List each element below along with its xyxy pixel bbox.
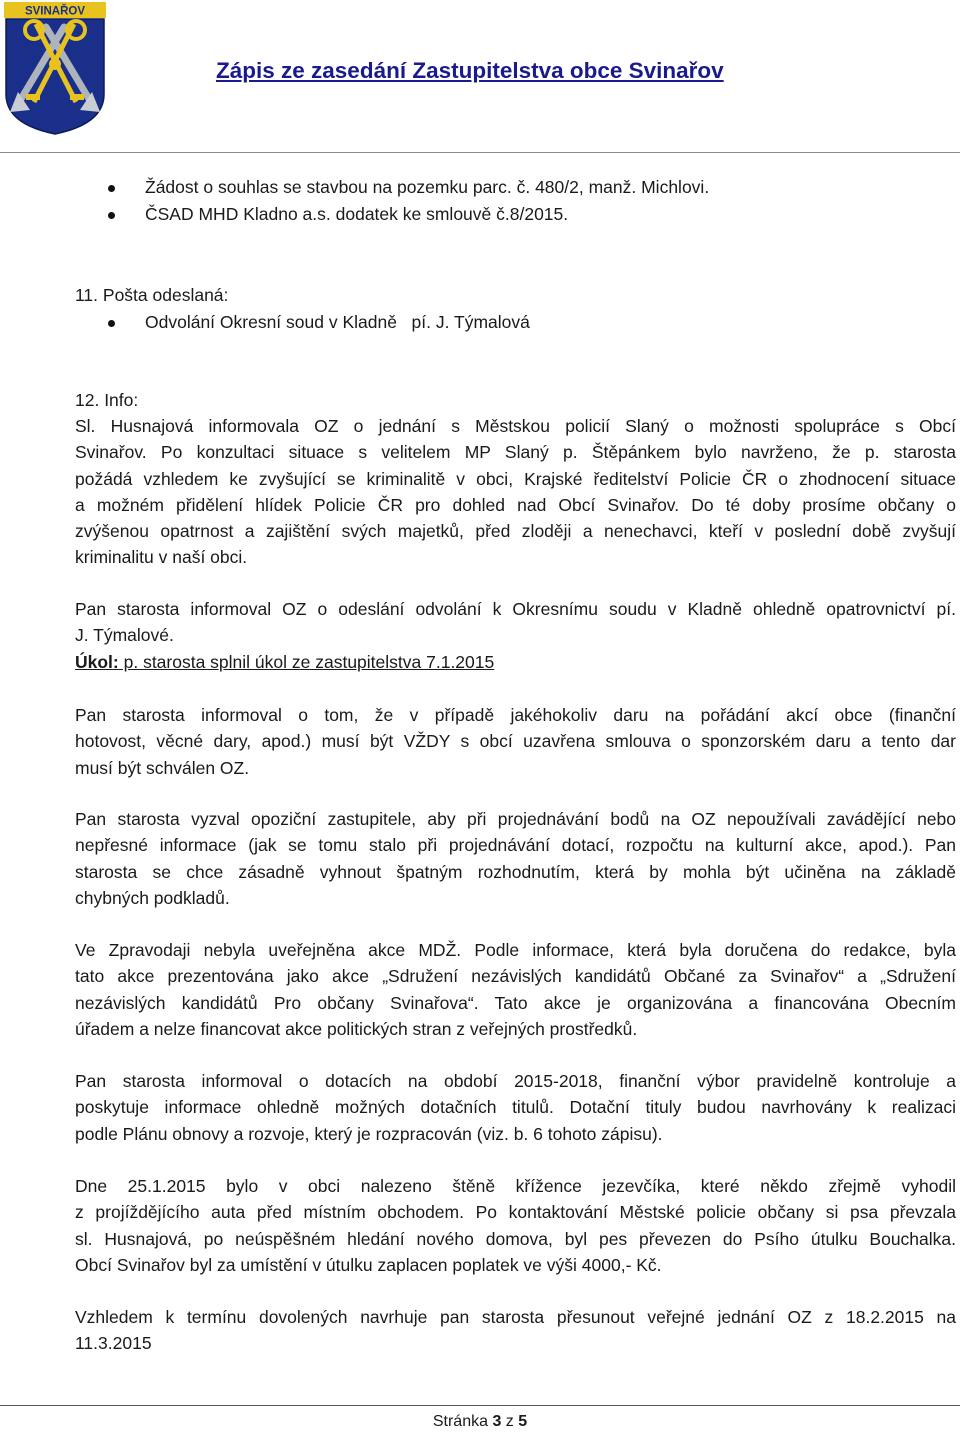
paragraph-appeal: Pan starosta informoval OZ o odeslání odvolání k Okresnímu soudu v Kladně ohledně opatrovnictví pí. J. Týmalové. Úkol: p. starosta splnil úkol ze zastupitelstva 7.1.2015	[75, 596, 956, 675]
paragraph-meeting-reschedule: Vzhledem k termínu dovolených navrhuje pan starosta přesunout veřejné jednání OZ z 18.2.2015 na 11.3.2015	[75, 1307, 956, 1354]
page-header	[0, 0, 960, 152]
section-12-heading: 12. Info:	[75, 390, 139, 410]
municipality-crest	[4, 2, 106, 136]
task-text: p. starosta splnil úkol ze zastupitelstva 7.1.2015	[118, 651, 495, 672]
crest-label: SVINAŘOV	[24, 5, 86, 18]
task-label: Úkol:	[75, 651, 119, 672]
header-divider	[0, 152, 960, 153]
paragraph-mdz-event: Ve Zpravodaji nebyla uveřejněna akce MDŽ. Podle informace, která byla doručena do redakce, byla tato akce prezentována jako akce „Sdružení nezávislých kandidátů Občané za Svinařov“ a „Sdružení nezávislých kandidátů Pro občany Svinařova“. Tato akce je organizována a financována Obecním úřadem a nelze financovat akce politických stran z veřejných prostředků.	[75, 940, 956, 1039]
document-title: Zápis ze zasedání Zastupitelstva obce Svinařov	[216, 58, 724, 83]
section-11-heading: 11. Pošta odeslaná:	[75, 285, 229, 305]
paragraph-subsidies: Pan starosta informoval o dotacích na období 2015-2018, finanční výbor pravidelně kontroluje a poskytuje informace ohledně možných dotačních titulů. Dotační tituly budou navrhovány k realizaci podle Plánu obnovy a rozvoje, který je rozpracován (viz. b. 6 tohoto zápisu).	[75, 1071, 956, 1144]
paragraph-puppy: Dne 25.1.2015 bylo v obci nalezeno štěně křížence jezevčíka, které někdo zřejmě vyhodil z projíždějícího auta před místním obchodem. Po kontaktování Městské policie občany si psa převzala sl. Husnajová, po neúspěšném hledání nového domova, byl pes převezen do Psího útulku Bouchalka. Obcí Svinařov byl za umístění v útulku zaplacen poplatek ve výši 4000,- Kč.	[75, 1176, 956, 1275]
bullet-icon	[108, 320, 115, 327]
paragraph-donations: Pan starosta informoval o tom, že v případě jakéhokoliv daru na pořádání akcí obce (finanční hotovost, věcné dary, apod.) musí být VŽDY s obcí uzavřena smlouva o sponzorském daru a tento dar musí být schválen OZ.	[75, 705, 956, 778]
task-line	[75, 649, 956, 675]
paragraph-opposition: Pan starosta vyzval opoziční zastupitele, aby při projednávání bodů na OZ nepoužívali zavádějící nebo nepřesné informace (jak se tomu stalo při projednávání dotací, rozpočtu na kulturní akce, apod.). Pan starosta se chce zásadně vyhnout špatným rozhodnutím, která by mohla být učiněna na základě chybných podkladů.	[75, 809, 956, 908]
page-number: Stránka 3 z 5	[432, 1413, 528, 1430]
paragraph-police-cooperation: Sl. Husnajová informovala OZ o jednání s Městskou policií Slaný o možnosti spolupráce s Obcí Svinařov. Po konzultaci situace s velitelem MP Slaný p. Štěpánkem bylo navrženo, že p. starosta požádá vzhledem ke zvyšující se kriminalitě v obci, Krajské ředitelství Policie ČR o zhodnocení situace a možném přidělení hlídek Policie ČR pro dohled nad Obcí Svinařov. Do té doby prosíme občany o zvýšenou opatrnost a zajištění svých majetků, před zloději a nenechavci, kteří v poslední době zvyšují kriminalitu v naší obci.	[75, 416, 956, 568]
bullet-icon	[108, 212, 115, 219]
bullet-icon	[108, 185, 115, 192]
footer-divider	[0, 1405, 960, 1406]
